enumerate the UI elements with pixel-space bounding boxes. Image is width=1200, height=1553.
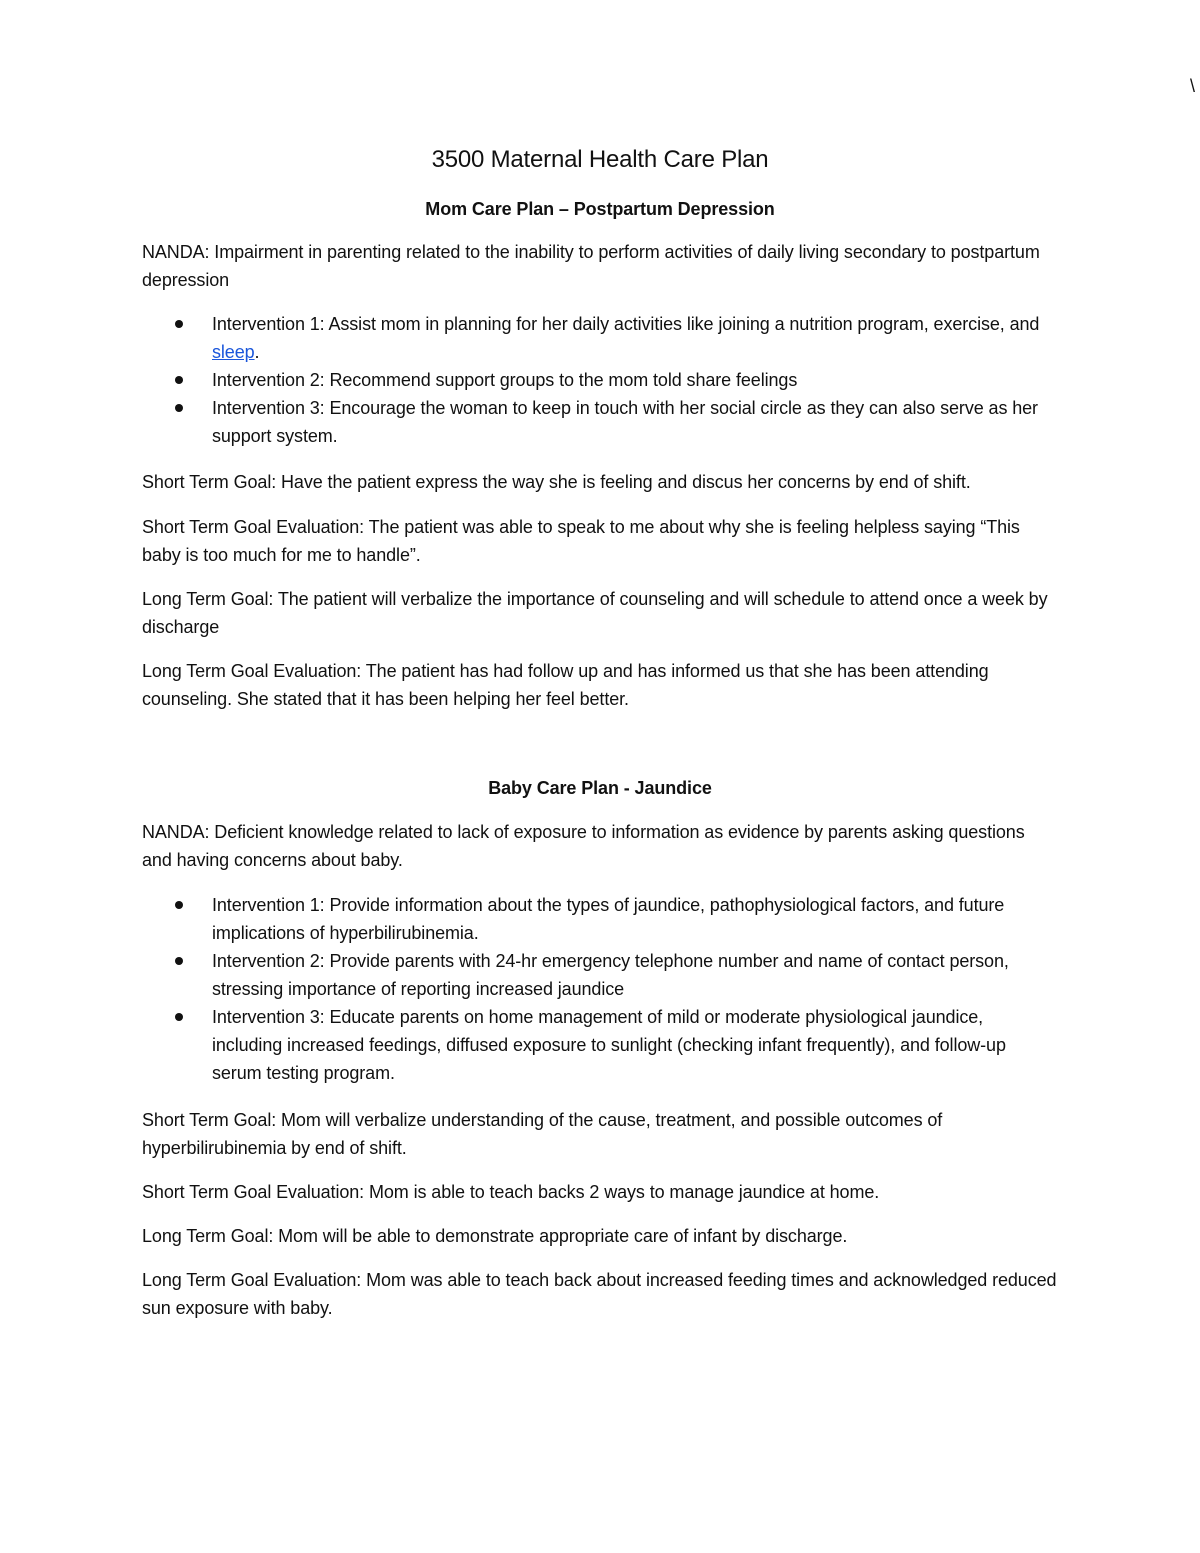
mom-intervention-2-text: Intervention 2: Recommend support groups to the mom told share feelings [212, 370, 798, 390]
mom-plan-heading: Mom Care Plan – Postpartum Depression [425, 199, 775, 219]
baby-interventions-list [142, 891, 1058, 1087]
baby-intervention-1-text: Intervention 1: Provide information about the types of jaundice, pathophysiological factors, and future implications of hyperbilirubinemia. [212, 895, 1005, 943]
baby-intervention-2 [142, 947, 1058, 1003]
baby-intervention-3 [142, 1003, 1058, 1087]
baby-plan-heading: Baby Care Plan - Jaundice [488, 778, 712, 798]
mom-intervention-1 [142, 310, 1058, 366]
bullet-icon [175, 320, 183, 328]
baby-short-term-goal: Short Term Goal: Mom will verbalize understanding of the cause, treatment, and possible outcomes of hyperbilirubinemia by end of shift. [142, 1110, 943, 1158]
mom-intervention-1-text: Intervention 1: Assist mom in planning for her daily activities like joining a nutrition program, exercise, and [212, 314, 1040, 334]
sleep-link[interactable]: sleep [212, 342, 255, 362]
mom-interventions-list [142, 310, 1058, 450]
bullet-icon [175, 376, 183, 384]
mom-long-term-goal-evaluation: Long Term Goal Evaluation: The patient has had follow up and has informed us that she has been attending counseling. She stated that it has been helping her feel better. [142, 661, 989, 709]
mom-intervention-3 [142, 394, 1058, 450]
bullet-icon [175, 404, 183, 412]
bullet-icon [175, 957, 183, 965]
document-title: 3500 Maternal Health Care Plan [431, 146, 769, 173]
mom-short-term-goal: Short Term Goal: Have the patient express the way she is feeling and discus her concerns by end of shift. [142, 472, 971, 492]
baby-long-term-goal-evaluation: Long Term Goal Evaluation: Mom was able to teach back about increased feeding times and acknowledged reduced sun exposure with baby. [142, 1270, 1057, 1318]
baby-nanda: NANDA: Deficient knowledge related to lack of exposure to information as evidence by parents asking questions and having concerns about baby. [142, 822, 1025, 870]
baby-intervention-2-text: Intervention 2: Provide parents with 24-hr emergency telephone number and name of contact person, stressing importance of reporting increased jaundice [212, 951, 1009, 999]
mom-long-term-goal: Long Term Goal: The patient will verbalize the importance of counseling and will schedule to attend once a week by discharge [142, 589, 1048, 637]
baby-short-term-goal-evaluation: Short Term Goal Evaluation: Mom is able to teach backs 2 ways to manage jaundice at home. [142, 1182, 880, 1202]
mom-intervention-2 [142, 366, 1058, 394]
mom-intervention-3-text: Intervention 3: Encourage the woman to keep in touch with her social circle as they can also serve as her support system. [212, 398, 1038, 446]
baby-intervention-3-text: Intervention 3: Educate parents on home management of mild or moderate physiological jaundice, including increased feedings, diffused exposure to sunlight (checking infant frequently), and follow-up serum testing program. [212, 1007, 1006, 1083]
baby-long-term-goal: Long Term Goal: Mom will be able to demonstrate appropriate care of infant by discharge. [142, 1226, 848, 1246]
mom-intervention-1-end: . [254, 342, 260, 362]
bullet-icon [175, 901, 183, 909]
mom-nanda: NANDA: Impairment in parenting related to the inability to perform activities of daily living secondary to postpartum depression [142, 242, 1040, 290]
corner-mark: \ [1190, 76, 1195, 96]
mom-short-term-goal-evaluation: Short Term Goal Evaluation: The patient was able to speak to me about why she is feeling helpless saying “This baby is too much for me to handle”. [142, 517, 1020, 565]
baby-intervention-1 [142, 891, 1058, 947]
bullet-icon [175, 1013, 183, 1021]
